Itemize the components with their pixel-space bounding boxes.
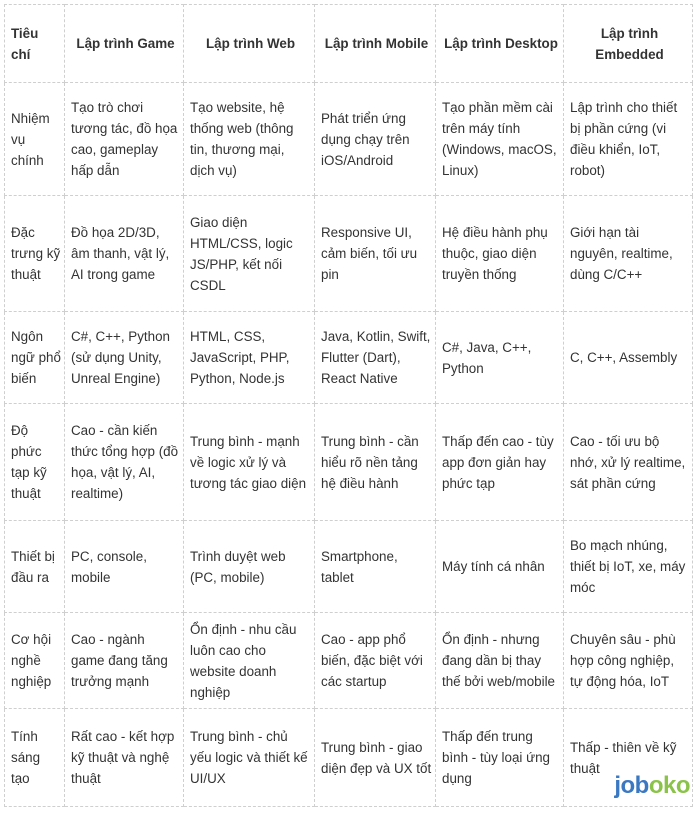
table-row — [5, 613, 693, 709]
table-cell: Smartphone, tablet — [315, 521, 436, 613]
joboko-logo — [614, 772, 690, 800]
header-row — [5, 5, 693, 83]
table-cell: Trung bình - cần hiểu rõ nền tảng hệ điều hành — [315, 404, 436, 521]
table-cell: Hệ điều hành phụ thuộc, giao diện truyền thống — [436, 196, 564, 312]
table-row — [5, 312, 693, 404]
table-row — [5, 521, 693, 613]
table-cell: Thấp đến trung bình - tùy loại ứng dụng — [436, 709, 564, 807]
table-cell: Trung bình - giao diện đẹp và UX tốt — [315, 709, 436, 807]
table-cell: Chuyên sâu - phù hợp công nghiệp, tự động hóa, IoT — [564, 613, 693, 709]
table-cell: Ổn định - nhưng đang dần bị thay thế bởi web/mobile — [436, 613, 564, 709]
row-criteria-cell: Tính sáng tạo — [5, 709, 65, 807]
table-cell: Lập trình cho thiết bị phần cứng (vi điều khiển, IoT, robot) — [564, 83, 693, 196]
table-cell: Tạo phần mềm cài trên máy tính (Windows, macOS, Linux) — [436, 83, 564, 196]
table-cell: Trung bình - mạnh về logic xử lý và tương tác giao diện — [184, 404, 315, 521]
table-cell: PC, console, mobile — [65, 521, 184, 613]
row-criteria-cell: Độ phức tạp kỹ thuật — [5, 404, 65, 521]
table-cell: Cao - tối ưu bộ nhớ, xử lý realtime, sát phần cứng — [564, 404, 693, 521]
table-cell: Thấp đến cao - tùy app đơn giản hay phức tạp — [436, 404, 564, 521]
table-cell: Đồ họa 2D/3D, âm thanh, vật lý, AI trong game — [65, 196, 184, 312]
table-cell: Responsive UI, cảm biến, tối ưu pin — [315, 196, 436, 312]
row-criteria-cell: Cơ hội nghề nghiệp — [5, 613, 65, 709]
table-row — [5, 83, 693, 196]
table-cell: Ổn định - nhu cầu luôn cao cho website doanh nghiệp — [184, 613, 315, 709]
table-cell: Thấp - thiên về kỹ thuật — [564, 709, 693, 807]
table-cell: Trình duyệt web (PC, mobile) — [184, 521, 315, 613]
table-cell: Giới hạn tài nguyên, realtime, dùng C/C++ — [564, 196, 693, 312]
table-cell: Cao - ngành game đang tăng trưởng mạnh — [65, 613, 184, 709]
header-game: Lập trình Game — [65, 5, 184, 83]
row-criteria-cell: Nhiệm vụ chính — [5, 83, 65, 196]
header-web: Lập trình Web — [184, 5, 315, 83]
table-cell: Rất cao - kết hợp kỹ thuật và nghệ thuật — [65, 709, 184, 807]
header-embedded: Lập trình Embedded — [564, 5, 693, 83]
row-criteria-cell: Ngôn ngữ phổ biến — [5, 312, 65, 404]
table-cell: Tạo trò chơi tương tác, đồ họa cao, gameplay hấp dẫn — [65, 83, 184, 196]
table-cell: C#, Java, C++, Python — [436, 312, 564, 404]
table-cell: Phát triển ứng dụng chạy trên iOS/Android — [315, 83, 436, 196]
comparison-table — [4, 4, 693, 807]
table-cell: Cao - app phổ biến, đặc biệt với các startup — [315, 613, 436, 709]
table-cell: Bo mạch nhúng, thiết bị IoT, xe, máy móc — [564, 521, 693, 613]
row-criteria-cell: Đặc trưng kỹ thuật — [5, 196, 65, 312]
logo-text-job: job — [614, 772, 649, 799]
table-cell: Java, Kotlin, Swift, Flutter (Dart), React Native — [315, 312, 436, 404]
table-cell: Giao diện HTML/CSS, logic JS/PHP, kết nối CSDL — [184, 196, 315, 312]
header-mobile: Lập trình Mobile — [315, 5, 436, 83]
logo-text-oko: oko — [648, 772, 690, 799]
table-row — [5, 196, 693, 312]
table-cell: HTML, CSS, JavaScript, PHP, Python, Node.js — [184, 312, 315, 404]
table-cell: C#, C++, Python (sử dụng Unity, Unreal Engine) — [65, 312, 184, 404]
table-cell: Tạo website, hệ thống web (thông tin, thương mại, dịch vụ) — [184, 83, 315, 196]
row-criteria-cell: Thiết bị đầu ra — [5, 521, 65, 613]
header-desktop: Lập trình Desktop — [436, 5, 564, 83]
header-criteria: Tiêu chí — [5, 5, 65, 83]
table-row — [5, 709, 693, 807]
table-row — [5, 404, 693, 521]
table-cell: C, C++, Assembly — [564, 312, 693, 404]
table-cell: Trung bình - chủ yếu logic và thiết kế UI/UX — [184, 709, 315, 807]
table-cell: Máy tính cá nhân — [436, 521, 564, 613]
table-cell: Cao - cần kiến thức tổng hợp (đồ họa, vật lý, AI, realtime) — [65, 404, 184, 521]
